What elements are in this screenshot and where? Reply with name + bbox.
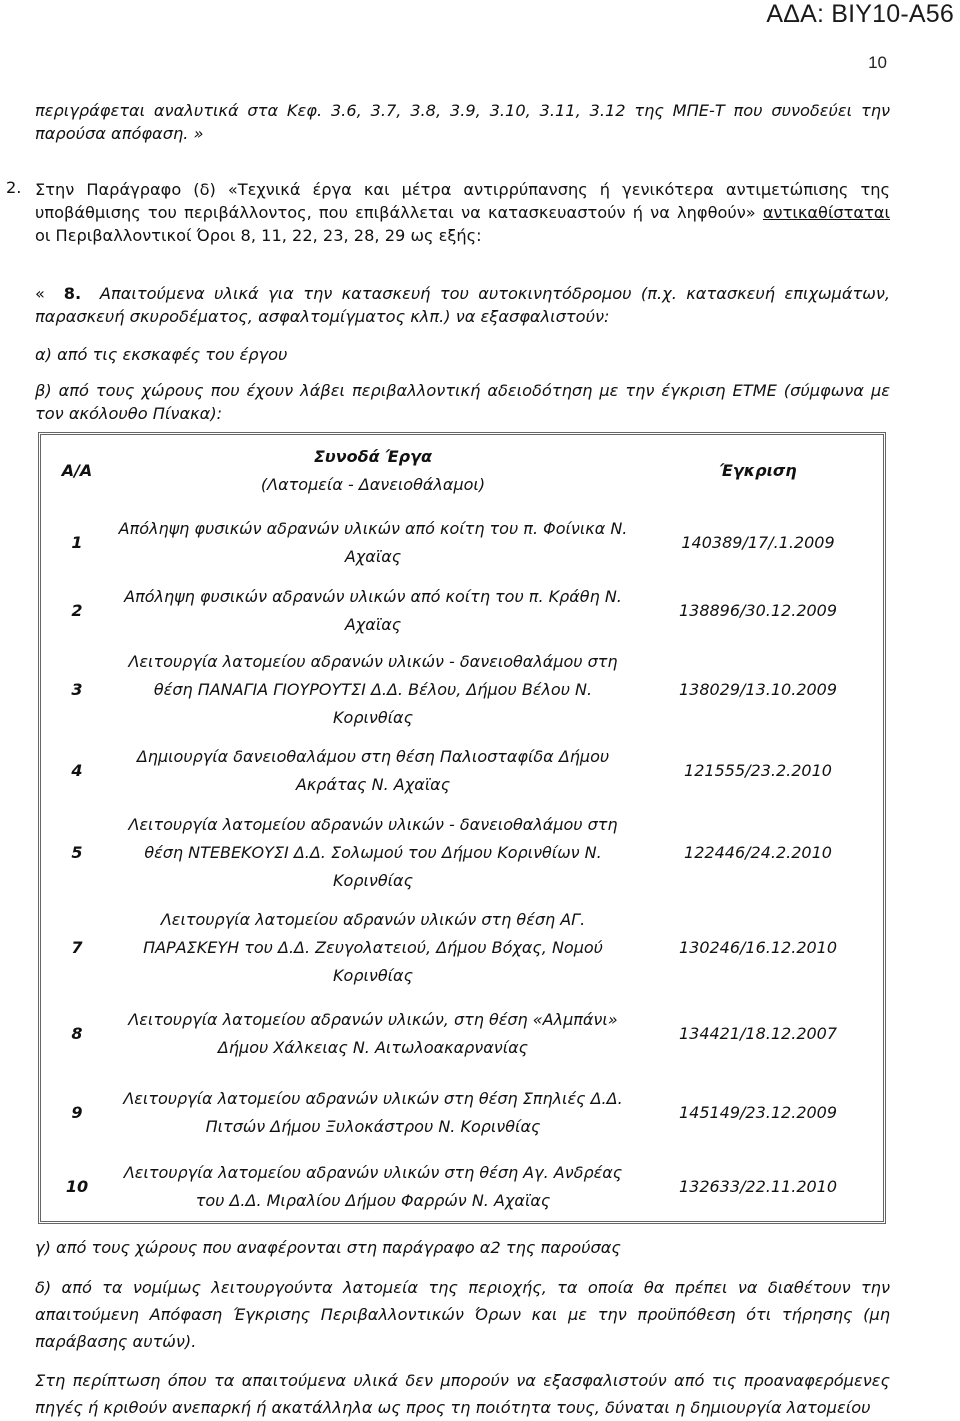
table-row xyxy=(41,644,883,736)
quote-text: Απαιτούμενα υλικά για την κατασκευή του αυτοκινητόδρομου (π.χ. κατασκευή επιχωμάτων, παρασκευή σκυροδέματος, ασφαλτομίγματος κλπ.) να εξασφαλιστούν: xyxy=(35,284,891,326)
row-approval: 140389/17/.1.2009 xyxy=(681,533,835,553)
table-row xyxy=(41,507,883,579)
row-description: Δημιουργία δανειοθαλάμου στη θέση Παλιοσταφίδα Δήμου Ακράτας Ν. Αχαϊας xyxy=(136,746,610,794)
closing-paragraph: Στη περίπτωση όπου τα απαιτούμενα υλικά δεν μπορούν να εξασφαλιστούν από τις προαναφερόμενες πηγές ή κριθούν ανεπαρκή ή ακατάλληλα ως προς τη ποιότητα τους, δύναται η δημιουργία λατομείου xyxy=(35,1371,890,1417)
page-number: 10 xyxy=(868,53,887,72)
item-a: α) από τις εκσκαφές του έργου xyxy=(35,345,288,364)
item-b: β) από τους χώρους που έχουν λάβει περιβαλλοντική αδειοδότηση με την έγκριση ΕΤΜΕ (σύμφωνα με τον ακόλουθο Πίνακα): xyxy=(35,381,890,423)
header-work xyxy=(113,435,633,507)
row-description: Λειτουργία λατομείου αδρανών υλικών - δανειοθαλάμου στη θέση ΠΑΝΑΓΙΑ ΓΙΟΥΡΟΥΤΣΙ Δ.Δ. Βέλου, Δήμου Βέλου Ν. Κορινθίας xyxy=(128,651,618,727)
header-work-title: Συνοδά Έργα xyxy=(313,447,433,467)
quote-number: 8. xyxy=(63,284,82,303)
item-2-number: 2. xyxy=(6,178,22,197)
row-aa: 8 xyxy=(71,1024,83,1044)
item-2-paragraph xyxy=(35,178,890,247)
row-approval: 145149/23.12.2009 xyxy=(678,1102,838,1122)
row-approval: 130246/16.12.2010 xyxy=(678,938,838,958)
row-aa: 4 xyxy=(71,760,83,780)
table-row xyxy=(41,1153,883,1221)
row-aa: 9 xyxy=(71,1102,83,1122)
quarries-table xyxy=(38,432,886,1224)
row-approval: 134421/18.12.2007 xyxy=(678,1024,838,1044)
quote-paragraph xyxy=(35,282,890,328)
table-row xyxy=(41,806,883,900)
row-description: Λειτουργία λατομείου αδρανών υλικών στη θέση ΑΓ. ΠΑΡΑΣΚΕΥΗ του Δ.Δ. Ζευγολατειού, Δήμου Βόχας, Νομού Κορινθίας xyxy=(143,910,603,986)
row-aa: 3 xyxy=(71,679,83,699)
item-2-text-a: Στην Παράγραφο (δ) «Τεχνικά έργα και μέτρα αντιρρύπανσης ή γενικότερα αντιμετώπισης της υποβάθμισης του περιβάλλοντος, που επιβάλλεται να κατασκευαστούν ή να ληφθούν» xyxy=(35,180,890,222)
quote-open: « xyxy=(35,284,45,303)
intro-paragraph: περιγράφεται αναλυτικά στα Κεφ. 3.6, 3.7, 3.8, 3.9, 3.10, 3.11, 3.12 της ΜΠΕ-Τ που συνοδεύει την παρούσα απόφαση. » xyxy=(35,101,890,143)
table-row xyxy=(41,736,883,806)
row-aa: 7 xyxy=(71,938,83,958)
row-approval: 121555/23.2.2010 xyxy=(684,760,832,780)
row-description: Λειτουργία λατομείου αδρανών υλικών, στη θέση «Αλμπάνι» Δήμου Χάλκειας Ν. Αιτωλοακαρνανίας xyxy=(128,1010,618,1058)
row-aa: 10 xyxy=(65,1176,89,1196)
row-aa: 2 xyxy=(71,601,83,621)
row-description: Λειτουργία λατομείου αδρανών υλικών στη θέση Αγ. Ανδρέας του Δ.Δ. Μιραλίου Δήμου Φαρρών Ν. Αχαϊας xyxy=(123,1162,623,1210)
header-aa: Α/Α xyxy=(61,461,93,481)
table-header-row xyxy=(41,435,883,507)
item-2-text-b: οι Περιβαλλοντικοί Όροι 8, 11, 22, 23, 28, 29 ως εξής: xyxy=(35,226,482,245)
row-description: Απόληψη φυσικών αδρανών υλικών από κοίτη του π. Φοίνικα Ν. Αχαϊας xyxy=(118,519,628,567)
row-description: Λειτουργία λατομείου αδρανών υλικών στη θέση Σπηλιές Δ.Δ. Πιτσών Δήμου Ξυλοκάστρου Ν. Κορινθίας xyxy=(123,1088,623,1136)
row-approval: 138029/13.10.2009 xyxy=(678,679,838,699)
item-2-underlined: αντικαθίσταται xyxy=(762,203,890,222)
header-work-subtitle: (Λατομεία - Δανειοθάλαμοι) xyxy=(260,475,486,495)
ada-code: ΑΔΑ: ΒΙΥ10-Α56 xyxy=(766,0,954,28)
item-d: δ) από τα νομίμως λειτουργούντα λατομεία της περιοχής, τα οποία θα πρέπει να διαθέτουν την απαιτούμενη Απόφαση Έγκρισης Περιβαλλοντικών Όρων και με την προϋπόθεση ότι τήρησης (μη παράβασης αυτών). xyxy=(35,1278,890,1351)
header-approval: Έγκριση xyxy=(719,461,797,481)
item-c: γ) από τους χώρους που αναφέρονται στη παράγραφο α2 της παρούσας xyxy=(35,1238,621,1257)
row-aa: 5 xyxy=(71,843,83,863)
row-approval: 132633/22.11.2010 xyxy=(678,1176,838,1196)
table-row xyxy=(41,996,883,1072)
table-row xyxy=(41,1073,883,1153)
table-row xyxy=(41,900,883,996)
row-approval: 122446/24.2.2010 xyxy=(684,843,832,863)
row-description: Απόληψη φυσικών αδρανών υλικών από κοίτη του π. Κράθη Ν. Αχαϊας xyxy=(124,587,622,635)
row-approval: 138896/30.12.2009 xyxy=(678,601,838,621)
table-row xyxy=(41,579,883,643)
row-description: Λειτουργία λατομείου αδρανών υλικών - δανειοθαλάμου στη θέση ΝΤΕΒΕΚΟΥΣΙ Δ.Δ. Σολωμού του Δήμου Κορινθίων Ν. Κορινθίας xyxy=(128,815,618,891)
row-aa: 1 xyxy=(71,533,83,553)
